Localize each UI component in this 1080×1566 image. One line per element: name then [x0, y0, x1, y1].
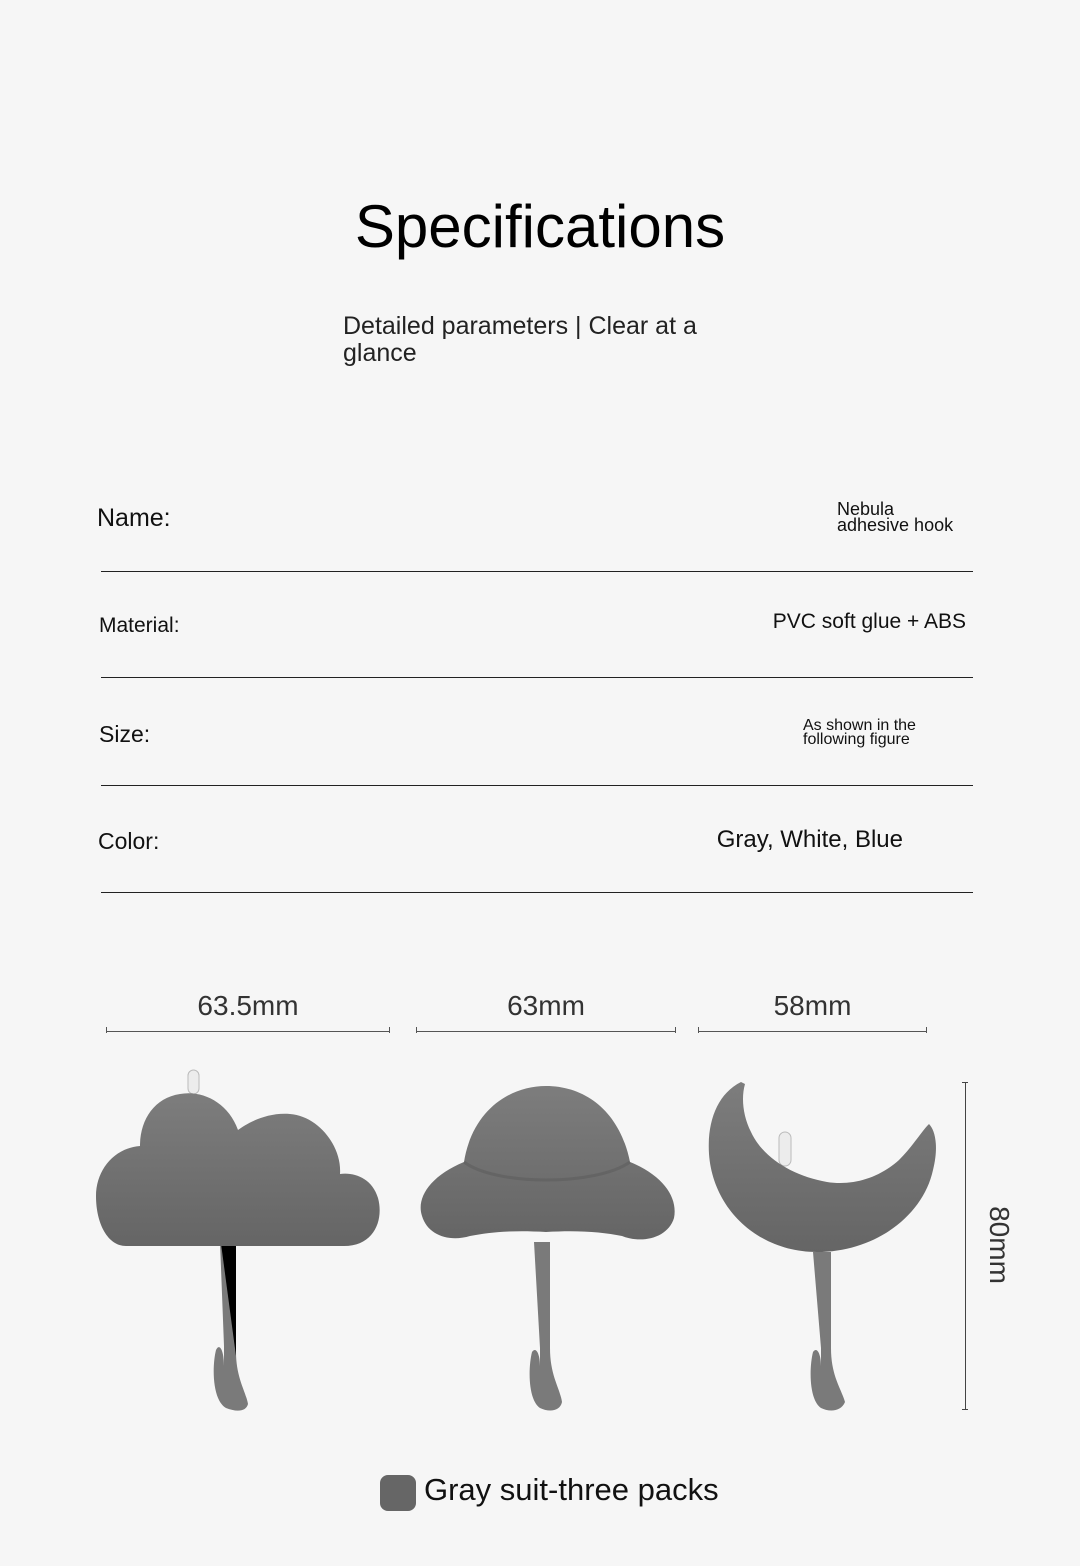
- page-subtitle: Detailed parameters | Clear at a glance: [343, 312, 697, 367]
- spec-material-value: PVC soft glue + ABS: [772, 610, 966, 633]
- moon-width-line: [698, 1031, 927, 1032]
- height-label: 80mm: [984, 1206, 1015, 1284]
- spec-material-label: Material:: [99, 614, 180, 637]
- spec-size-value: As shown in the following figure: [803, 717, 916, 748]
- spec-name-value: Nebula adhesive hook: [837, 499, 954, 535]
- color-swatch: [380, 1475, 416, 1511]
- footer-caption: Gray suit-three packs: [424, 1472, 719, 1507]
- spec-name-label: Name:: [97, 504, 171, 532]
- moon-width-label: 58mm: [773, 990, 852, 1021]
- cloud-width-line: [106, 1031, 390, 1032]
- moon-hook-icon: [707, 1080, 939, 1414]
- height-line: [965, 1082, 966, 1410]
- spec-divider: [101, 785, 973, 786]
- spec-divider: [101, 571, 973, 572]
- cloud-width-label: 63.5mm: [197, 990, 299, 1021]
- page-title: Specifications: [354, 193, 726, 260]
- ufo-hook-icon: [416, 1086, 678, 1414]
- ufo-width-line: [416, 1031, 676, 1032]
- spec-color-label: Color:: [98, 828, 160, 854]
- cloud-hook-icon: [96, 1066, 382, 1414]
- ufo-width-label: 63mm: [507, 990, 585, 1021]
- spec-divider: [101, 892, 973, 893]
- spec-size-label: Size:: [99, 721, 151, 747]
- spec-divider: [101, 677, 973, 678]
- spec-color-value: Gray, White, Blue: [716, 826, 903, 853]
